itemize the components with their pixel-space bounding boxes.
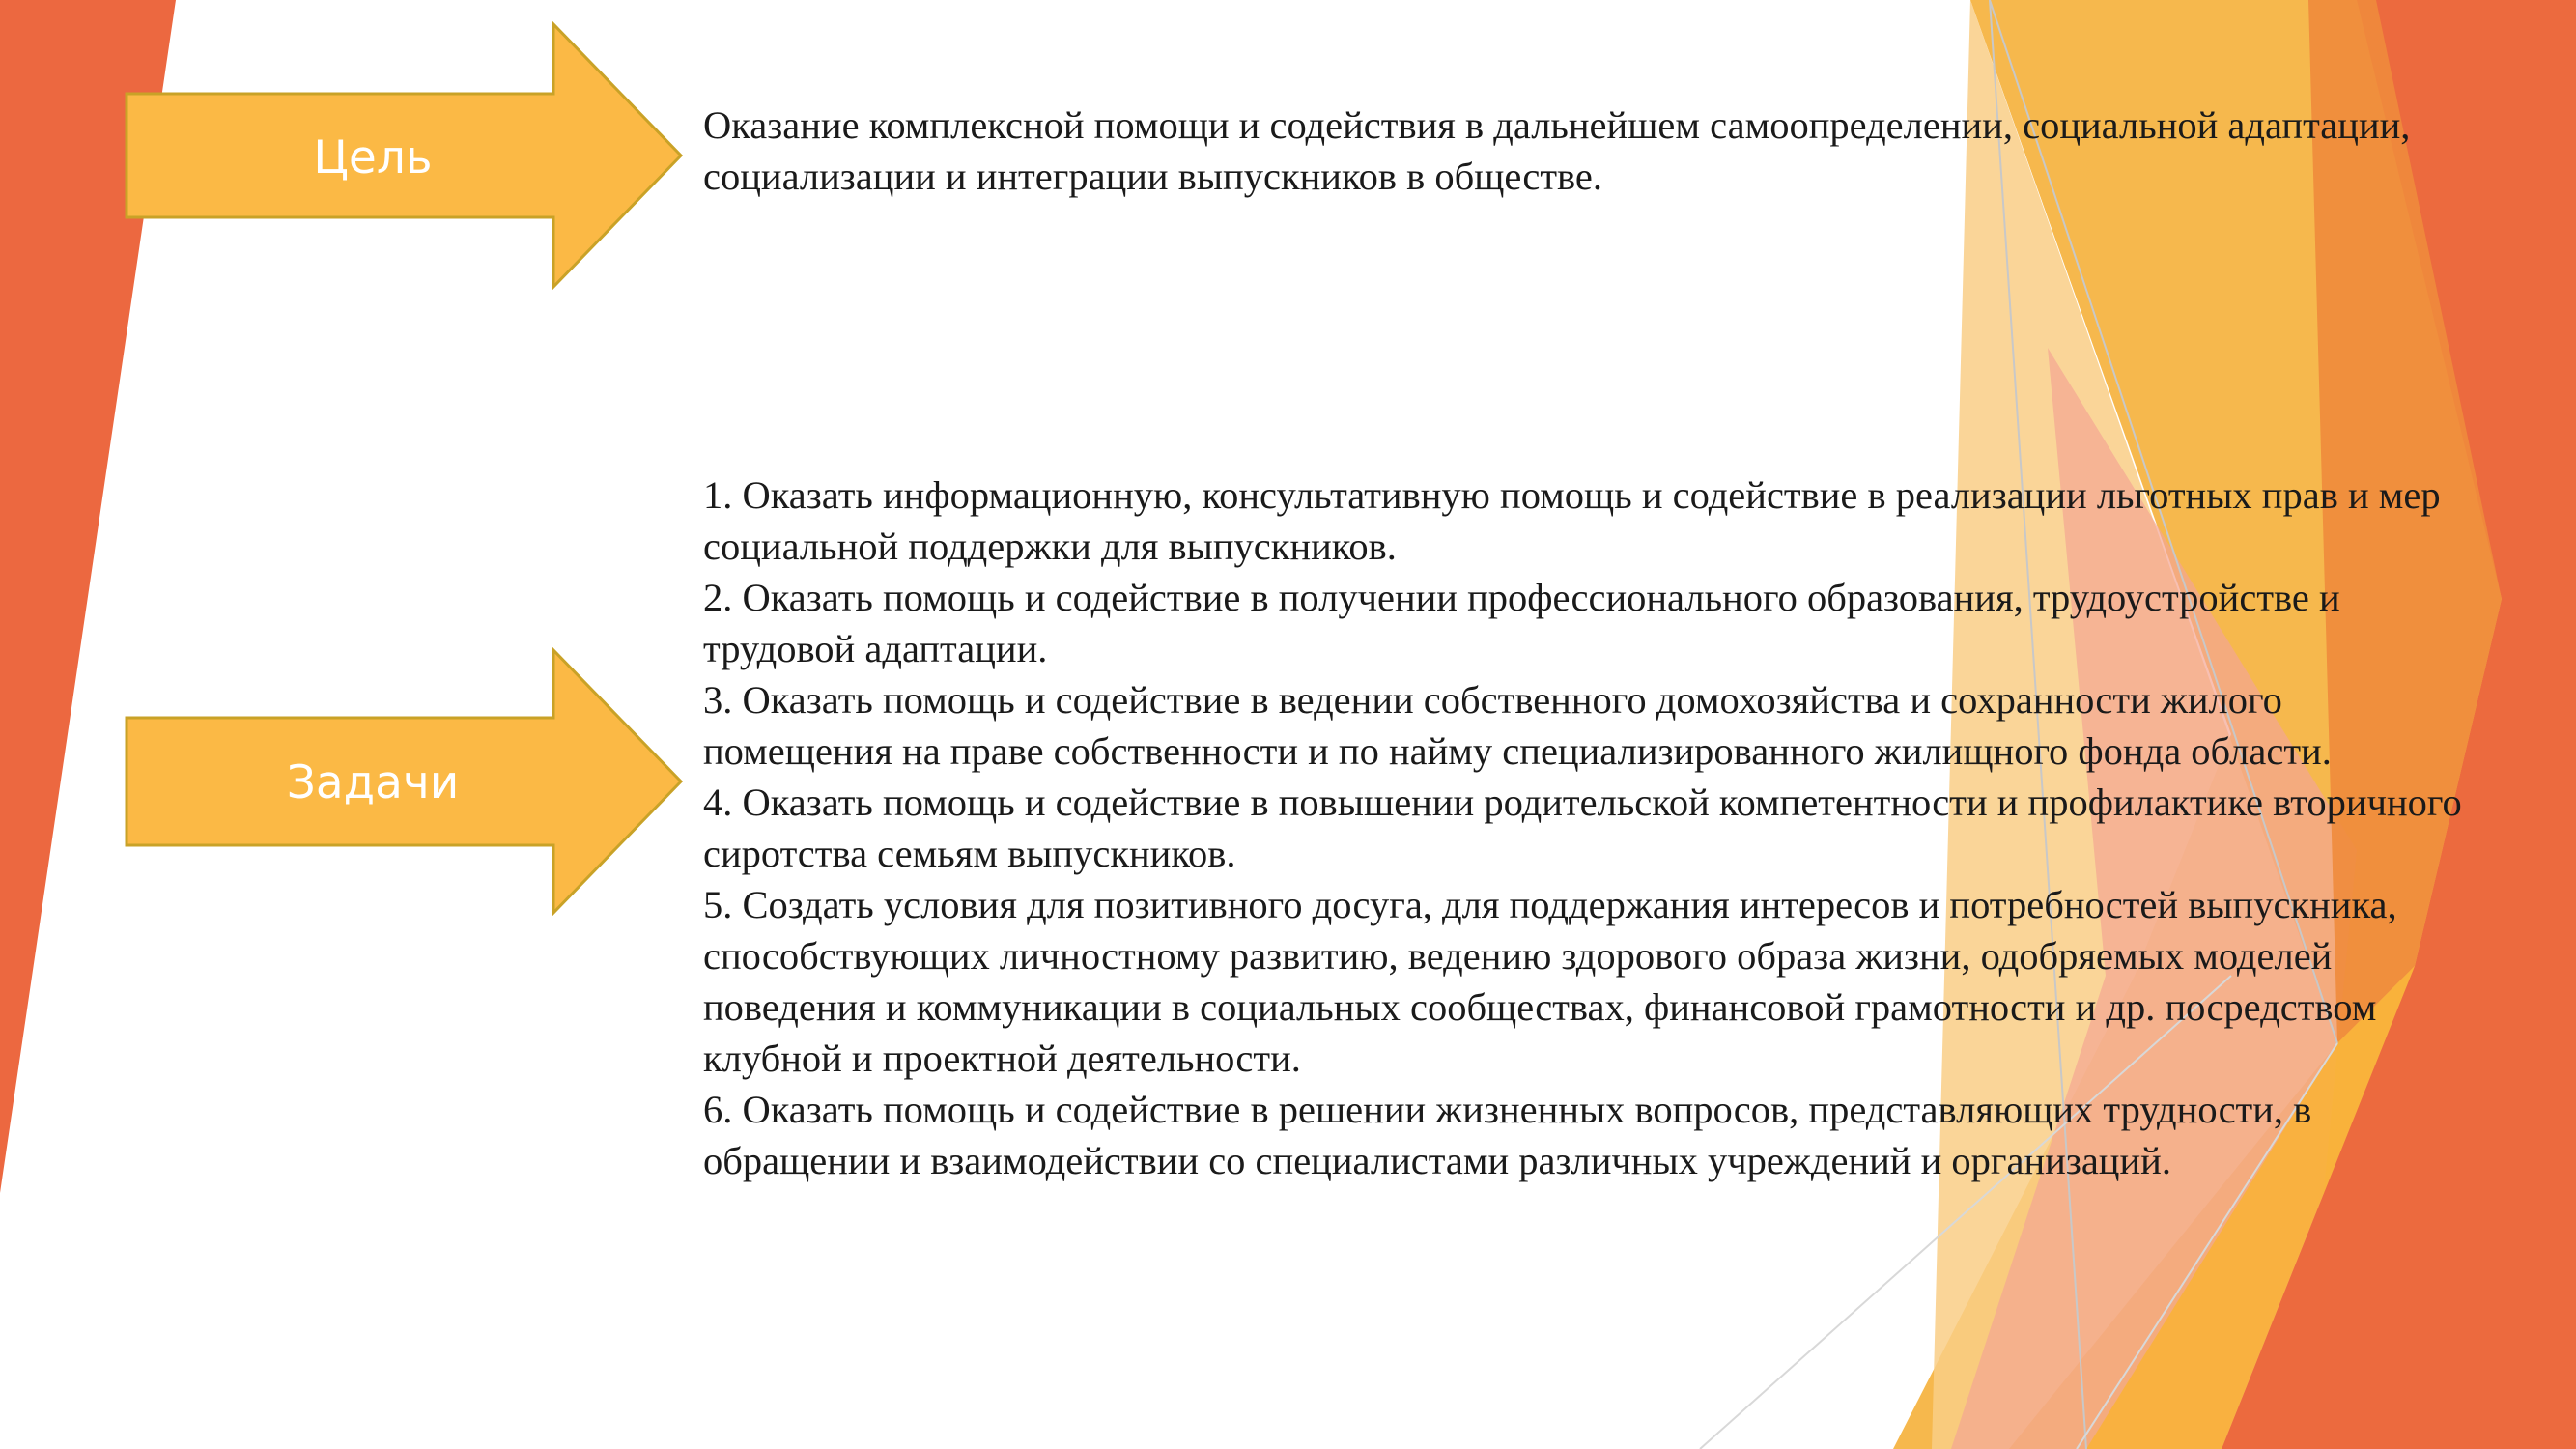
tasks-list — [703, 469, 2471, 1186]
tasks-label: Задачи — [286, 756, 460, 810]
task-item: 4. Оказать помощь и содействие в повышении родительской компетентности и профилактике вторичного сиротства семьям выпускников. — [703, 781, 2462, 875]
task-item: 5. Создать условия для позитивного досуга, для поддержания интересов и потребностей выпускника, способствующих личностному развитию, ведению здорового образа жизни, одобряемых моделей поведения и коммуникации в социальных сообществах, финансовой грамотности и др. посредством клубной и проектной деятельности. — [703, 883, 2397, 1080]
task-item: 3. Оказать помощь и содействие в ведении собственного домохозяйства и сохранности жилого помещения на праве собственности и по найму специализированного жилищного фонда области. — [703, 678, 2332, 773]
goal-description: Оказание комплексной помощи и содействия в дальнейшем самоопределении, социальной адаптации, социализации и интеграции выпускников в обществе. — [703, 103, 2411, 198]
task-item: 1. Оказать информационную, консультативную помощь и содействие в реализации льготных прав и мер социальной поддержки для выпускников. — [703, 473, 2441, 568]
task-item: 2. Оказать помощь и содействие в получении профессионального образования, трудоустройстве и трудовой адаптации. — [703, 576, 2340, 670]
task-item: 6. Оказать помощь и содействие в решении жизненных вопросов, представляющих трудности, в обращении и взаимодействии со специалистами различных учреждений и организаций. — [703, 1088, 2312, 1182]
goal-label: Цель — [313, 131, 433, 185]
